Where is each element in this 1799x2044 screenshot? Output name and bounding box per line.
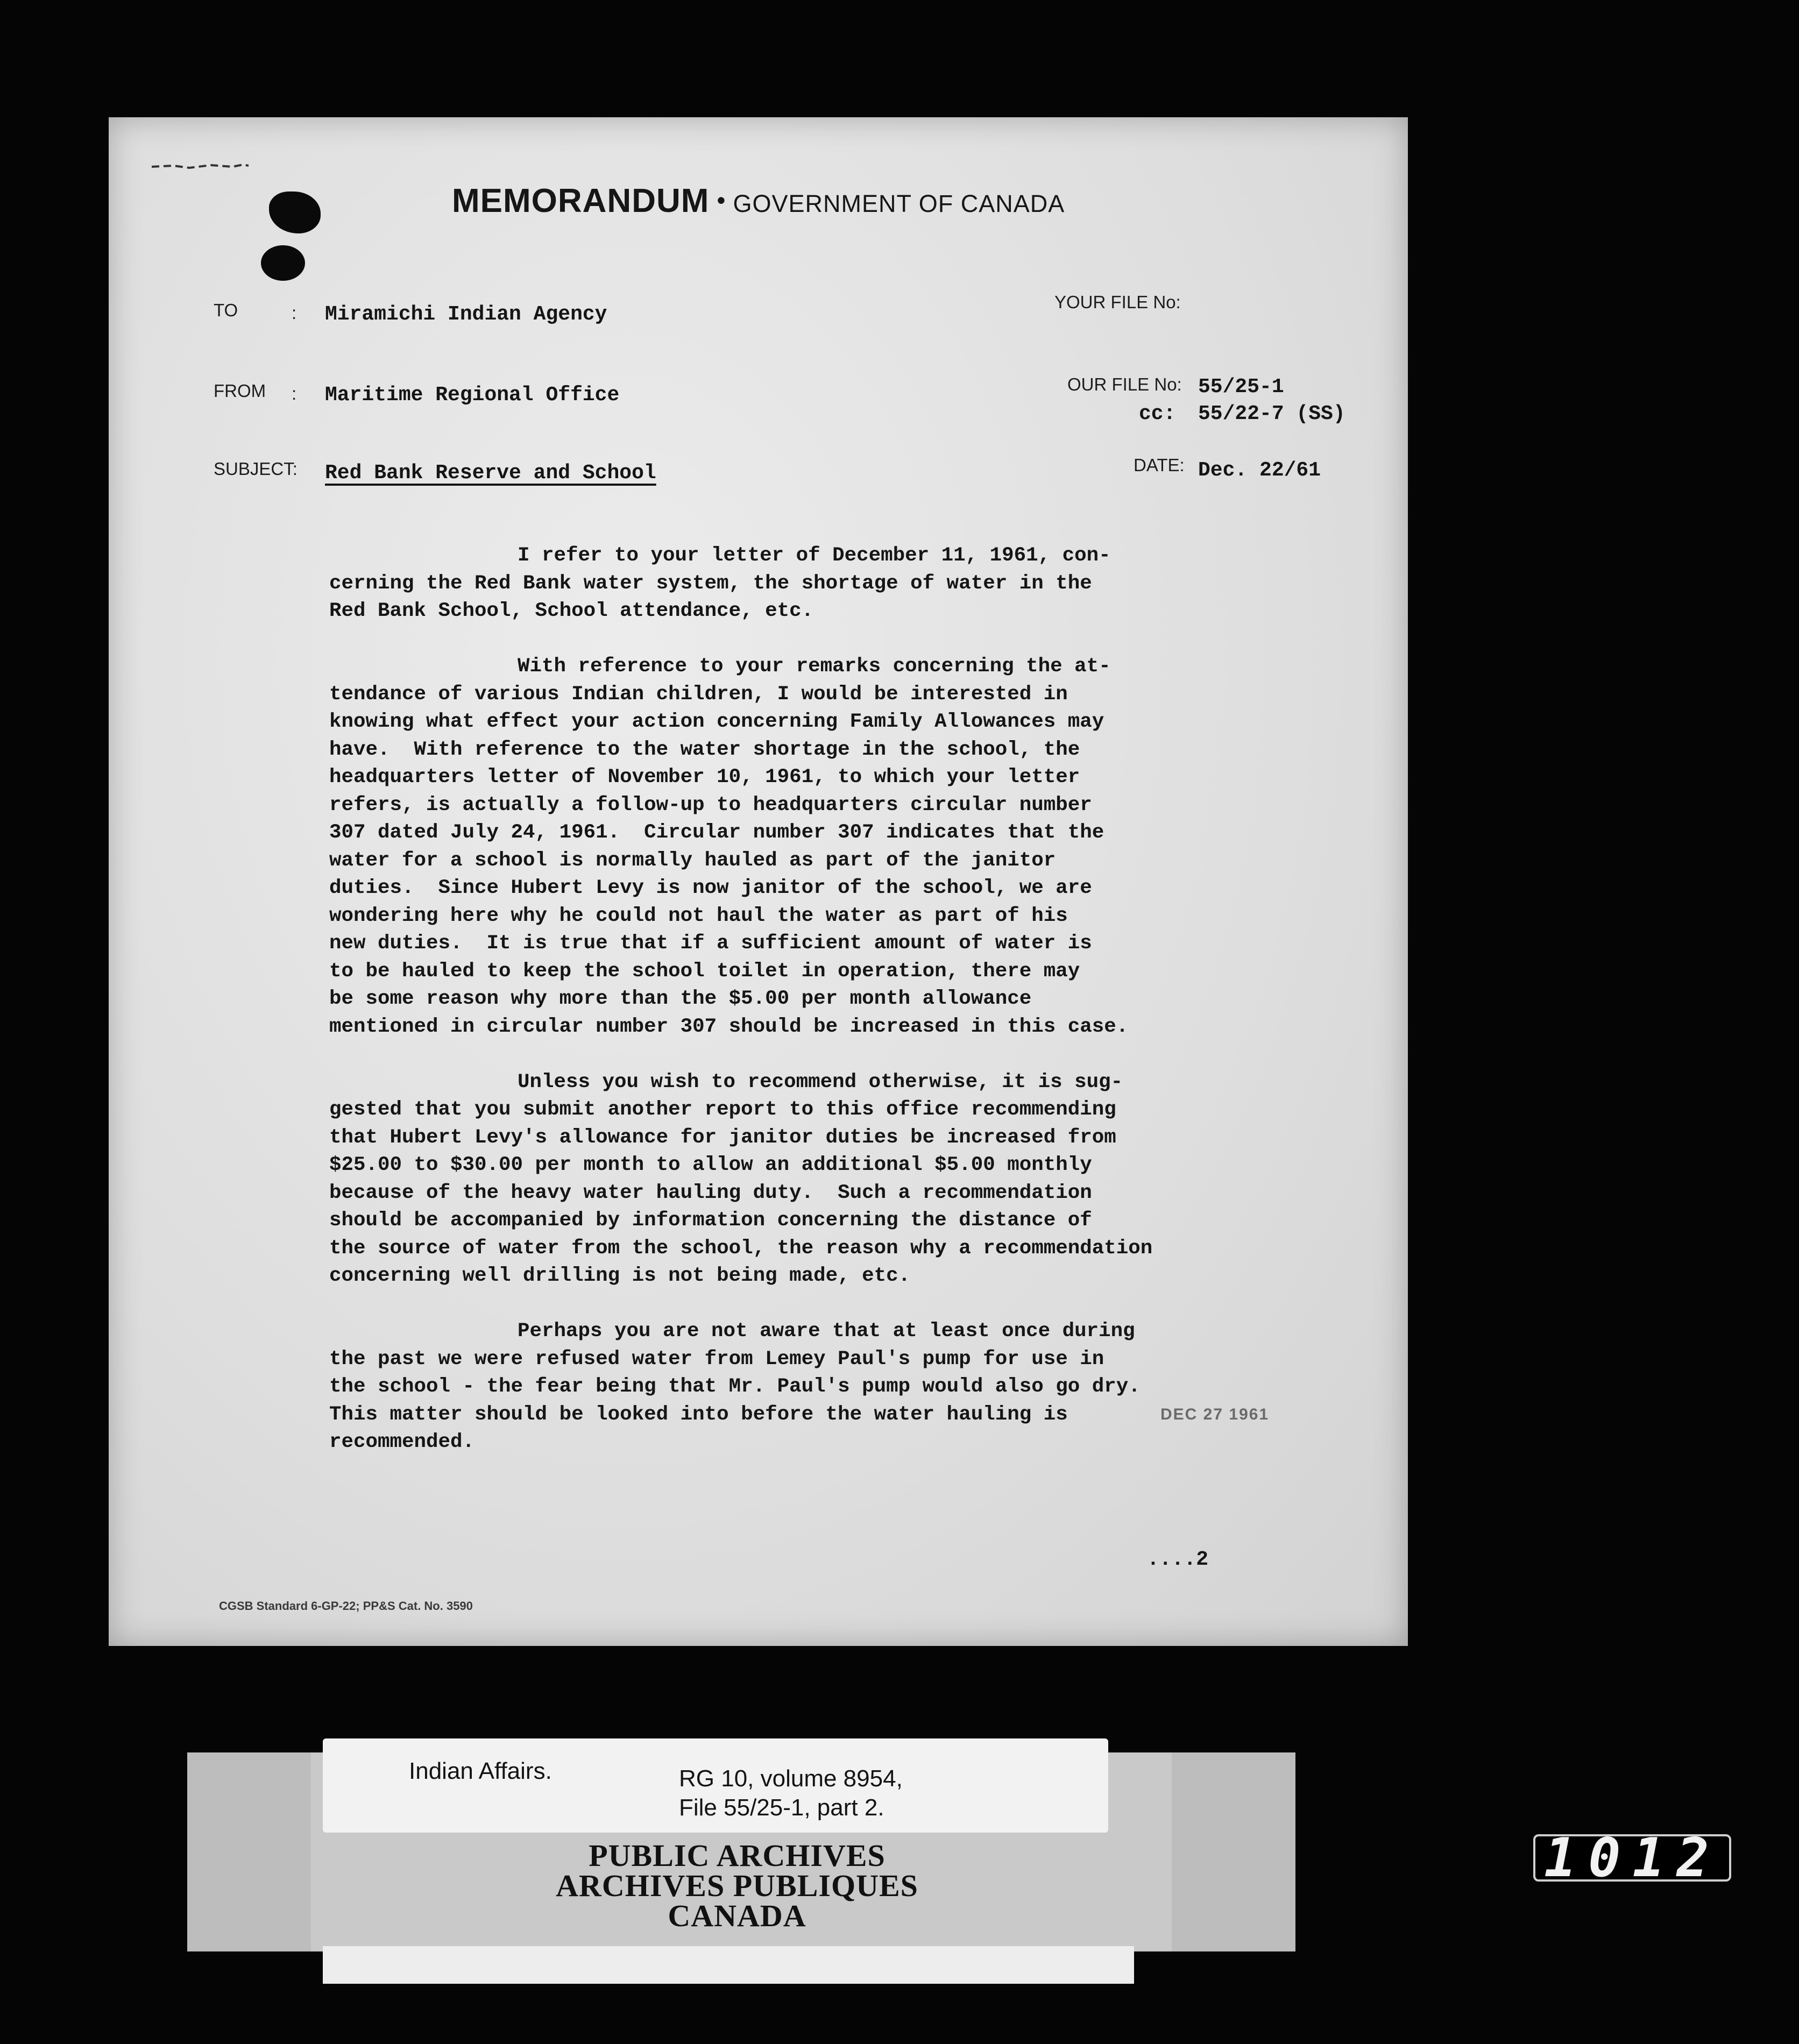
body-line: Perhaps you are not aware that at least once during bbox=[518, 1320, 1135, 1343]
body-line: water for a school is normally hauled as part of the janitor bbox=[329, 849, 1056, 872]
body-line: Red Bank School, School attendance, etc. bbox=[329, 600, 814, 622]
body-line: should be accompanied by information concerning the distance of bbox=[329, 1209, 1092, 1232]
body-line: have. With reference to the water shortage in the school, the bbox=[329, 738, 1080, 761]
to-label: TO bbox=[214, 300, 238, 320]
to-colon: : bbox=[292, 303, 297, 323]
body-line: because of the heavy water hauling duty. Such a recommendation bbox=[329, 1181, 1092, 1204]
our-file-value: 55/25-1 bbox=[1198, 375, 1284, 399]
card-edge-right bbox=[1172, 1752, 1295, 1951]
body-line: headquarters letter of November 10, 1961, to which your letter bbox=[329, 766, 1080, 789]
body-line: This matter should be looked into before the water hauling is bbox=[329, 1403, 1068, 1426]
memo-body bbox=[329, 542, 1298, 1484]
paragraph-1 bbox=[329, 542, 1298, 626]
from-label: FROM bbox=[214, 381, 266, 401]
body-line: wondering here why he could not haul the water as part of his bbox=[329, 904, 1068, 927]
stamp-line-3: CANADA bbox=[668, 1898, 806, 1933]
ink-smudge bbox=[152, 160, 281, 171]
body-line: refers, is actually a follow-up to headquarters circular number bbox=[329, 793, 1092, 817]
body-line: the past we were refused water from Lemey Paul's pump for use in bbox=[329, 1347, 1104, 1371]
page-continuation: ....2 bbox=[1147, 1548, 1209, 1571]
body-line: With reference to your remarks concerning the at- bbox=[518, 655, 1111, 678]
body-line: to be hauled to keep the school toilet in operation, there may bbox=[329, 960, 1080, 983]
archive-bottom-slip bbox=[323, 1946, 1134, 1984]
body-line: concerning well drilling is not being made, etc. bbox=[329, 1265, 911, 1287]
date-label: DATE: bbox=[1134, 455, 1185, 475]
body-line: new duties. It is true that if a sufficient amount of water is bbox=[329, 932, 1092, 955]
body-line: duties. Since Hubert Levy is now janitor of the school, we are bbox=[329, 877, 1092, 899]
body-line: the school - the fear being that Mr. Paul's pump would also go dry. bbox=[329, 1375, 1141, 1398]
body-line: I refer to your letter of December 11, 1961, con- bbox=[518, 544, 1111, 567]
body-line: gested that you submit another report to this office recommending bbox=[329, 1098, 1116, 1121]
government-name: GOVERNMENT OF CANADA bbox=[733, 190, 1065, 217]
file-reference-line: File 55/25-1, part 2. bbox=[679, 1794, 884, 1821]
received-date-stamp: DEC 27 1961 bbox=[1160, 1406, 1270, 1423]
from-value: Maritime Regional Office bbox=[325, 384, 620, 407]
memo-title: MEMORANDUM bbox=[452, 182, 710, 219]
body-line: cerning the Red Bank water system, the shortage of water in the bbox=[329, 572, 1092, 595]
body-line: knowing what effect your action concerning Family Allowances may bbox=[329, 711, 1104, 733]
title-separator: • bbox=[717, 186, 726, 214]
punch-hole-top bbox=[269, 191, 321, 233]
body-line: 307 dated July 24, 1961. Circular number 307 indicates that the bbox=[329, 821, 1104, 844]
cc-label: cc: bbox=[1139, 402, 1176, 425]
body-line: Unless you wish to recommend otherwise, it is sug- bbox=[518, 1070, 1123, 1094]
to-value: Miramichi Indian Agency bbox=[325, 303, 607, 326]
paragraph-2 bbox=[329, 653, 1298, 1041]
body-line: that Hubert Levy's allowance for janitor duties be increased from bbox=[329, 1126, 1116, 1149]
form-footer: CGSB Standard 6-GP-22; PP&S Cat. No. 3590 bbox=[219, 1599, 473, 1613]
from-colon: : bbox=[292, 384, 297, 403]
paragraph-3 bbox=[329, 1069, 1298, 1290]
body-line: $25.00 to $30.00 per month to allow an additional $5.00 monthly bbox=[329, 1154, 1092, 1176]
stamp-line-1: PUBLIC ARCHIVES bbox=[589, 1838, 886, 1873]
date-value: Dec. 22/61 bbox=[1198, 459, 1321, 482]
card-edge-left bbox=[187, 1752, 311, 1951]
record-group-line: RG 10, volume 8954, bbox=[679, 1765, 903, 1792]
body-line: be some reason why more than the $5.00 per month allowance bbox=[329, 988, 1032, 1010]
frame-counter: 1012 bbox=[1544, 1826, 1721, 1889]
memorandum-page bbox=[109, 117, 1408, 1646]
punch-hole-bottom bbox=[261, 245, 305, 281]
body-line: mentioned in circular number 307 should be increased in this case. bbox=[329, 1015, 1129, 1038]
body-line: tendance of various Indian children, I would be interested in bbox=[329, 683, 1068, 706]
subject-label: SUBJECT: bbox=[214, 459, 298, 479]
body-line: the source of water from the school, the reason why a recommendation bbox=[329, 1237, 1153, 1260]
cc-value: 55/22-7 (SS) bbox=[1198, 402, 1345, 425]
memo-heading bbox=[452, 182, 1065, 220]
body-line: recommended. bbox=[329, 1431, 475, 1453]
subject-value: Red Bank Reserve and School bbox=[325, 462, 656, 485]
stamp-line-2: ARCHIVES PUBLIQUES bbox=[556, 1868, 918, 1903]
department-name: Indian Affairs. bbox=[409, 1758, 552, 1784]
your-file-label: YOUR FILE No: bbox=[1054, 292, 1181, 312]
paragraph-4 bbox=[329, 1318, 1298, 1457]
our-file-label: OUR FILE No: bbox=[1067, 374, 1182, 394]
public-archives-stamp bbox=[543, 1838, 931, 1933]
